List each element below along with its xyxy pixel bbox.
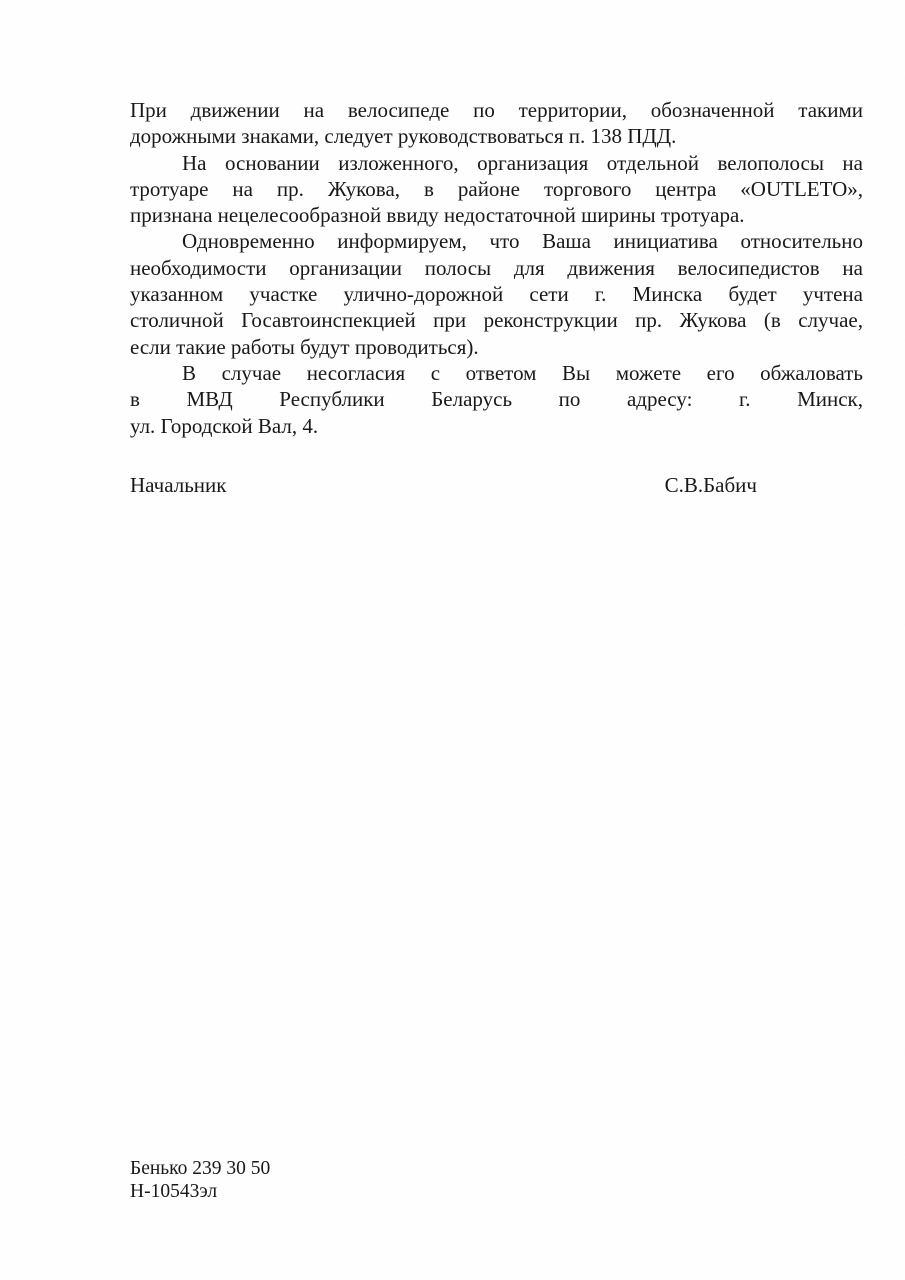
text-line: Одновременно информируем, что Ваша инициатива относительно [182,229,863,254]
paragraph [130,360,863,439]
text-line: При движении на велосипеде по территории, обозначенной такими [130,98,863,122]
text-line: необходимости организации полосы для движения велосипедистов на [130,255,863,280]
letter-body [130,97,863,439]
text-line: На основании изложенного, организация отдельной велополосы на [182,150,863,175]
text-line: если такие работы будут проводиться). [130,334,479,359]
text-line: дорожными знаками, следует руководствоваться п. 138 ПДД. [130,124,677,149]
text-line: тротуаре на пр. Жукова, в районе торгового центра «OUTLETO», [130,176,863,201]
text-line: указанном участке улично-дорожной сети г. Минска будет учтена [130,282,863,307]
text-line: ул. Городской Вал, 4. [130,413,319,438]
signature-row [130,472,863,498]
signature-role: Начальник [130,473,227,497]
footer-reference: Н-10543эл [130,1181,218,1202]
footer-contact: Бенько 239 30 50 [130,1158,271,1179]
text-line: признана нецелесообразной ввиду недостаточной ширины тротуара. [130,203,745,228]
text-line: столичной Госавтоинспекцией при реконструкции пр. Жукова (в случае, [130,308,863,333]
text-line: В случае несогласия с ответом Вы можете его обжаловать [182,360,863,385]
paragraph [130,228,863,359]
text-line: в МВД Республики Беларусь по адресу: г. Минск, [130,387,863,412]
paragraph [130,97,863,150]
paragraph [130,150,863,229]
signature-name: С.В.Бабич [664,473,757,497]
signature-block [130,439,863,498]
footer-block [130,1157,270,1203]
